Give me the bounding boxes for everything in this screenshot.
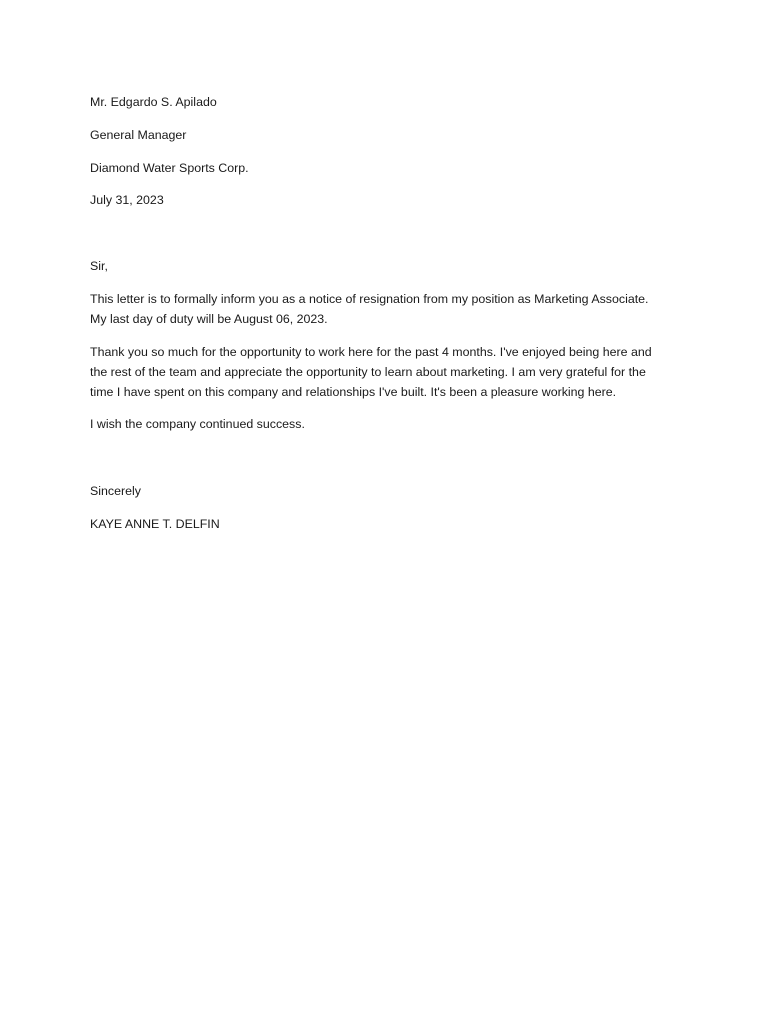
paragraph-line: This letter is to formally inform you as a notice of resignation from my position as Marketing Associate. (90, 292, 649, 306)
signature-name: KAYE ANNE T. DELFIN (90, 517, 220, 531)
paragraph-line: time I have spent on this company and relationships I've built. It's been a pleasure working here. (90, 385, 617, 399)
body-paragraph-3 (90, 414, 680, 434)
paragraph-line: I wish the company continued success. (90, 417, 305, 431)
closing: Sincerely (90, 484, 141, 498)
body-paragraph-1 (90, 289, 680, 329)
paragraph-line: My last day of duty will be August 06, 2023. (90, 312, 328, 326)
recipient-title: General Manager (90, 128, 187, 142)
salutation: Sir, (90, 259, 108, 273)
letter-date: July 31, 2023 (90, 193, 164, 207)
recipient-company: Diamond Water Sports Corp. (90, 161, 249, 175)
paragraph-line: Thank you so much for the opportunity to work here for the past 4 months. I've enjoyed being here and (90, 345, 652, 359)
body-paragraph-2 (90, 342, 680, 402)
recipient-name: Mr. Edgardo S. Apilado (90, 95, 217, 109)
paragraph-line: the rest of the team and appreciate the opportunity to learn about marketing. I am very grateful for the (90, 365, 646, 379)
